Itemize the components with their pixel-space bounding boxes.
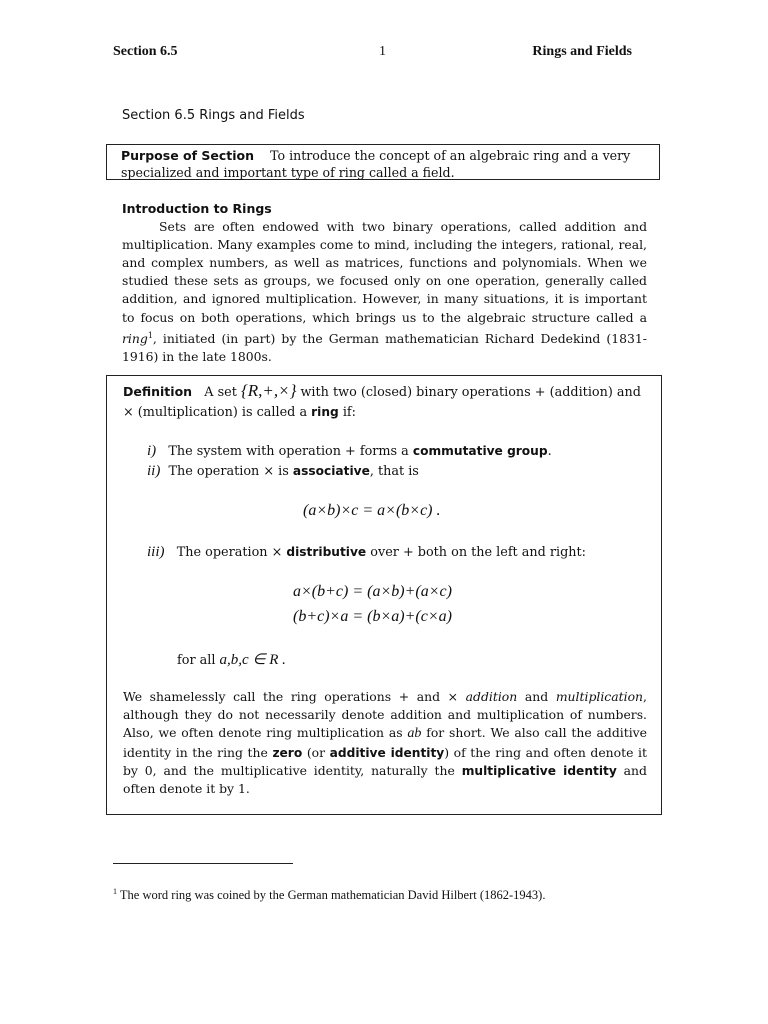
for-all-line — [177, 650, 286, 669]
for-all-expression: a,b,c ∈ R . — [219, 652, 286, 668]
item-1-text: The system with operation + forms a — [168, 444, 409, 459]
condition-item-3 — [147, 544, 586, 561]
purpose-text: To introduce the concept of an algebraic ring and a very specialized and important type of ring called a field. — [121, 148, 631, 180]
para-text-2: , although they do not necessarily denote addition and multiplication of numbers. Also, we often denote ring multiplication as — [123, 689, 647, 741]
purpose-box — [106, 144, 660, 180]
definition-text-d: if: — [342, 405, 356, 420]
condition-item-1 — [147, 443, 552, 460]
para-text-3: for short. We also call the additive identity in the ring the — [123, 725, 647, 760]
for-all-text: for all — [177, 653, 216, 668]
intro-text-before: Sets are often endowed with two binary operations, called addition and multiplication. Many examples come to mind, including the integers, rational, real, and complex numbers, as well as matrices, functions and polynomials. When we studied these sets as groups, we focused only on one operation, generally called addition, and ignored multiplication. However, in many situations, it is important to focus on both operations, which brings us to the algebraic structure called a — [122, 219, 647, 325]
footnote-number: 1 — [113, 887, 117, 896]
ring-term: ring — [311, 405, 339, 419]
page-number: 1 — [379, 44, 386, 59]
item-1-number: i) — [147, 443, 157, 459]
intro-ring-word: ring — [122, 330, 148, 346]
distributive-equation-left: a×(b+c) = (a×b)+(a×c) — [293, 583, 452, 600]
item-3-end: over + both on the left and right: — [370, 545, 586, 560]
associativity-equation: (a×b)×c = a×(b×c) . — [303, 502, 441, 519]
section-title: Section 6.5 Rings and Fields — [122, 108, 305, 123]
intro-section — [122, 200, 647, 366]
running-header-title: Rings and Fields — [532, 44, 632, 59]
item-2-text: The operation × is — [168, 464, 289, 479]
definition-box — [106, 375, 662, 815]
intro-heading: Introduction to Rings — [122, 201, 272, 216]
para-and: and — [524, 689, 549, 704]
item-3-text: The operation × — [176, 545, 283, 560]
ab-notation: ab — [407, 726, 422, 742]
footnote — [113, 887, 545, 903]
definition-text-b: with two (closed) binary operations + (addition) and — [300, 385, 641, 400]
set-expression: {R,+,×} — [240, 381, 297, 400]
condition-item-2 — [147, 463, 419, 480]
addition-term: addition — [465, 689, 518, 704]
naming-paragraph — [123, 688, 647, 798]
item-2-number: ii) — [147, 463, 161, 479]
commutative-group-term: commutative group — [412, 444, 548, 458]
footnote-rule — [113, 863, 293, 864]
purpose-label: Purpose of Section — [121, 148, 255, 163]
item-1-end: . — [547, 444, 552, 459]
para-text-5: and often denote it by 1. — [123, 762, 647, 797]
item-2-end: , that is — [369, 464, 419, 479]
definition-label: Definition — [123, 384, 193, 399]
running-header-section: Section 6.5 — [113, 44, 178, 59]
intro-paragraph — [122, 218, 647, 366]
item-3-number: iii) — [147, 544, 165, 560]
para-or: (or — [306, 744, 326, 760]
associative-term: associative — [292, 464, 370, 478]
distributive-term: distributive — [286, 545, 367, 559]
intro-text-after: , initiated (in part) by the German mathematician Richard Dedekind (1831-1916) in the late 1800s. — [122, 330, 647, 364]
multiplication-term: multiplication — [555, 689, 644, 704]
distributive-equation-right: (b+c)×a = (b×a)+(c×a) — [293, 608, 452, 625]
footnote-text: The word ring was coined by the German mathematician David Hilbert (1862-1943). — [119, 888, 546, 903]
zero-term: zero — [272, 745, 303, 760]
para-text-1: We shamelessly call the ring operations + and × — [123, 689, 459, 704]
definition-text-c: × (multiplication) is called a — [123, 405, 308, 420]
definition-line-2 — [123, 405, 356, 420]
definition-line-1 — [123, 381, 641, 401]
footnote-mark: 1 — [147, 330, 153, 340]
definition-text-a: A set — [204, 385, 237, 400]
additive-identity-term: additive identity — [329, 745, 445, 760]
multiplicative-identity-term: multiplicative identity — [461, 763, 617, 778]
para-text-4: ) of the ring and often denote it by 0, and the multiplicative identity, naturally the — [123, 744, 647, 778]
